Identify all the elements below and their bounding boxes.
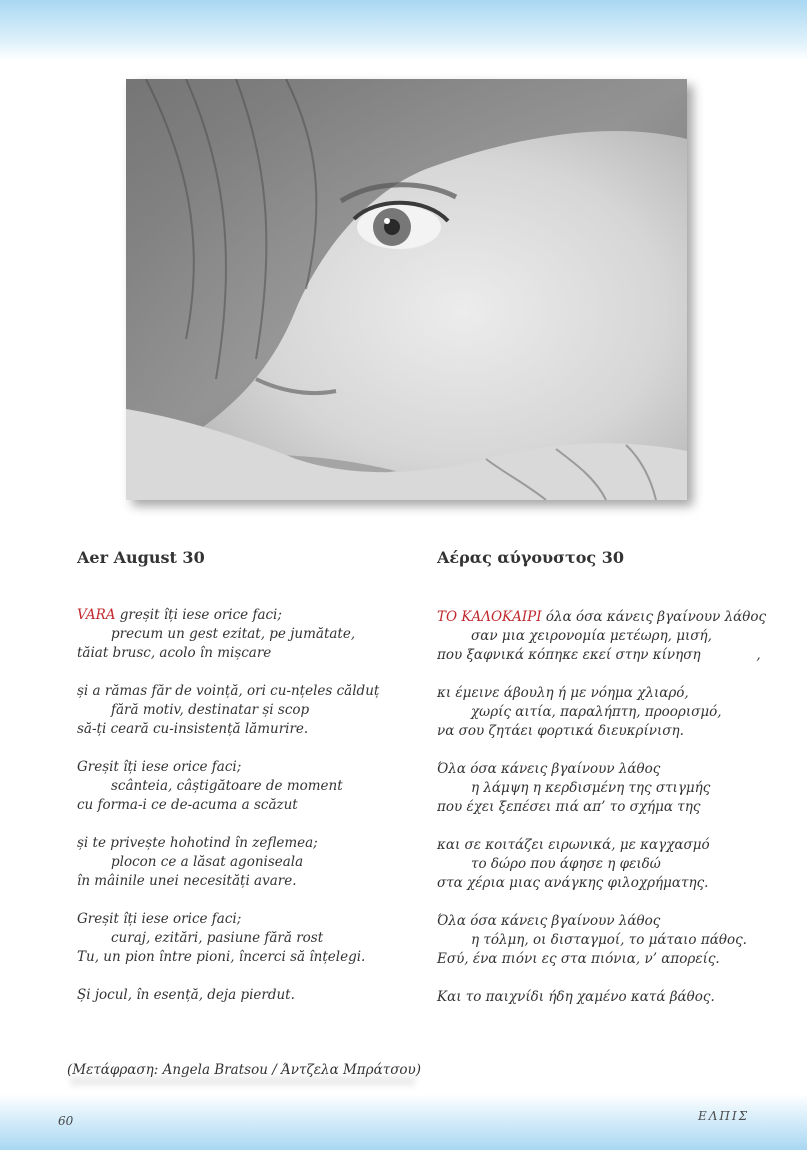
romanian-poem-body [77, 606, 407, 1005]
poem-line: precum un gest ezitat, pe jumătate, [111, 626, 356, 642]
poem-line: Și jocul, în esență, deja pierdut. [77, 987, 295, 1003]
romanian-poem-column [77, 548, 407, 1024]
poem-line: να σου ζητάει φορτικά διευκρίνιση. [437, 723, 684, 739]
footer-band [0, 1094, 807, 1150]
poem-line-text: όλα όσα κάνεις βγαίνουν λάθος [541, 609, 767, 625]
poem-line: και σε κοιτάζει ειρωνικά, με καγχασμό [437, 837, 710, 853]
poem-line: să-ți ceară cu-insistență lămurire. [77, 721, 309, 737]
poem-line: Tu, un pion între pioni, încerci să înțelegi. [77, 949, 366, 965]
greek-poem-body [437, 608, 777, 1007]
poem-line: που έχει ξεπέσει πιά απ’ το σχήμα της [437, 799, 701, 815]
stanza [77, 834, 407, 891]
poem-line: που ξαφνικά κόπηκε εκεί στην κίνηση , [437, 647, 761, 663]
stanza [77, 758, 407, 815]
poem-line: și te privește hohotind în zeflemea; [77, 835, 318, 851]
stanza [437, 836, 777, 893]
poem-line: fără motiv, destinatar și scop [111, 702, 310, 718]
poem-line-text: greșit îți iese orice faci; [115, 607, 282, 623]
stanza [77, 910, 407, 967]
poem-line: Όλα όσα κάνεις βγαίνουν λάθος [437, 913, 661, 929]
poem-line: Και το παιχνίδι ήδη χαμένο κατά βάθος. [437, 989, 715, 1005]
poem-line: cu forma-i ce de-acuma a scăzut [77, 797, 298, 813]
poem-line: σαν μια χειρονομία μετέωρη, μισή, [471, 628, 712, 644]
stanza [437, 760, 777, 817]
stanza [437, 912, 777, 969]
romanian-poem-title: Aer August 30 [77, 548, 205, 567]
poem-line: Greșit îți iese orice faci; [77, 911, 242, 927]
translation-credit: (Μετάφραση: Angela Bratsou / Άντζελα Μπράτσου) [67, 1062, 422, 1078]
poem-lead-word: ΤΟ ΚΑΛΟΚΑΙΡΙ [437, 609, 542, 625]
poem-line: στα χέρια μιας ανάγκης φιλοχρήματης. [437, 875, 709, 891]
poem-line: curaj, ezitări, pasiune fără rost [111, 930, 324, 946]
poem-lead-word: VARA [77, 607, 116, 623]
poem-line [437, 608, 777, 627]
poem-line [77, 606, 407, 625]
stanza [77, 682, 407, 739]
eye-highlight [384, 218, 390, 224]
stanza [437, 988, 777, 1007]
poem-line: și a rămas făr de voință, ori cu-nțeles călduț [77, 683, 380, 699]
poem-line: η λάμψη η κερδισμένη της στιγμής [471, 780, 711, 796]
poem-line: în mâinile unei necesități avare. [77, 873, 297, 889]
poem-line: χωρίς αιτία, παραλήπτη, προορισμό, [471, 704, 722, 720]
poem-line: η τόλμη, οι δισταγμοί, το μάταιο πάθος. [471, 932, 747, 948]
greek-poem-column [437, 548, 777, 1026]
journal-name: ΕΛΠΙΣ [698, 1109, 750, 1123]
poem-line: Όλα όσα κάνεις βγαίνουν λάθος [437, 761, 661, 777]
photo-illustration [126, 79, 687, 500]
header-band [0, 0, 807, 60]
poem-line: tăiat brusc, acolo în mișcare [77, 645, 272, 661]
greek-poem-title: Αέρας αύγουστος 30 [437, 548, 624, 567]
child-portrait-photo [126, 79, 687, 500]
poem-line: Greșit îți iese orice faci; [77, 759, 242, 775]
poem-line: plocon ce a lăsat agoniseala [111, 854, 304, 870]
stanza [77, 986, 407, 1005]
page-number: 60 [58, 1114, 74, 1128]
stanza [437, 608, 777, 665]
stanza [77, 606, 407, 663]
poem-line: κι έμεινε άβουλη ή με νόημα χλιαρό, [437, 685, 689, 701]
stanza [437, 684, 777, 741]
poem-line: scânteia, câștigătoare de moment [111, 778, 343, 794]
poem-line: Εσύ, ένα πιόνι ες στα πιόνια, ν’ απορείς. [437, 951, 720, 967]
poem-line: το δώρο που άφησε η φειδώ [471, 856, 661, 872]
